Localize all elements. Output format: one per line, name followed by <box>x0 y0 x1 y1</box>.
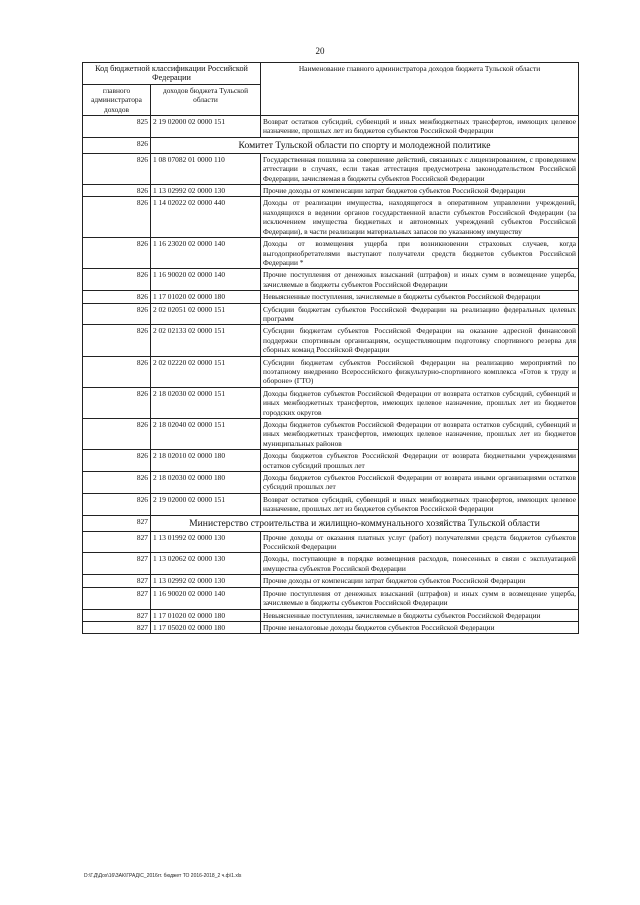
header-row <box>83 63 579 85</box>
table-row <box>83 197 579 238</box>
revenue-name-cell: Субсидии бюджетам субъектов Российской Федерации на реализацию мероприятий по поэтапному внедрению Всероссийского физкультурно-спортивного комплекса «Готов к труду и обороне» (ГТО) <box>261 356 579 387</box>
table-row <box>83 575 579 587</box>
revenue-name-cell: Прочие доходы от оказания платных услуг (работ) получателями средств бюджетов субъектов Российской Федерации <box>261 531 579 553</box>
revenue-code-cell: 1 16 23020 02 0000 140 <box>151 238 261 269</box>
admin-code-cell: 826 <box>83 387 151 418</box>
table-row <box>83 531 579 553</box>
header-admin-name: Наименование главного администратора доходов бюджета Тульской области <box>261 63 579 116</box>
revenue-code-cell: 1 17 01020 02 0000 180 <box>151 291 261 303</box>
table-row <box>83 609 579 621</box>
table-row <box>83 303 579 325</box>
revenue-name-cell: Доходы бюджетов субъектов Российской Федерации от возврата иными организациями остатков субсидий прошлых лет <box>261 472 579 494</box>
revenue-code-cell: 2 18 02040 02 0000 151 <box>151 419 261 450</box>
revenue-code-cell: 2 02 02220 02 0000 151 <box>151 356 261 387</box>
revenue-administrators-table <box>82 62 579 634</box>
admin-code-cell: 827 <box>83 531 151 553</box>
revenue-code-cell: 2 02 02051 02 0000 151 <box>151 303 261 325</box>
admin-code-cell: 825 <box>83 116 151 138</box>
revenue-name-cell: Прочие поступления от денежных взысканий (штрафов) и иных сумм в возмещение ущерба, зачисляемые в бюджеты субъектов Российской Федерации <box>261 587 579 609</box>
admin-code-cell: 826 <box>83 419 151 450</box>
revenue-code-cell: 2 18 02010 02 0000 180 <box>151 450 261 472</box>
revenue-name-cell: Прочие поступления от денежных взысканий (штрафов) и иных сумм в возмещение ущерба, зачисляемые в бюджеты субъектов Российской Федерации <box>261 269 579 291</box>
admin-code-cell: 826 <box>83 291 151 303</box>
table-row <box>83 472 579 494</box>
revenue-code-cell: 1 13 02992 02 0000 130 <box>151 185 261 197</box>
revenue-name-cell: Доходы бюджетов субъектов Российской Федерации от возврата остатков субсидий, субвенций и иных межбюджетных трансфертов, имеющих целевое назначение, прошлых лет из бюджетов городских округов <box>261 387 579 418</box>
revenue-name-cell: Доходы бюджетов субъектов Российской Федерации от возврата бюджетными учреждениями остатков субсидий прошлых лет <box>261 450 579 472</box>
revenue-code-cell: 2 18 02030 02 0000 151 <box>151 387 261 418</box>
revenue-code-cell: 1 13 02992 02 0000 130 <box>151 575 261 587</box>
table-row <box>83 450 579 472</box>
revenue-code-cell: 2 18 02030 02 0000 180 <box>151 472 261 494</box>
revenue-code-cell: 1 16 90020 02 0000 140 <box>151 269 261 291</box>
table-row <box>83 238 579 269</box>
revenue-name-cell: Прочие неналоговые доходы бюджетов субъектов Российской Федерации <box>261 621 579 633</box>
revenue-name-cell: Субсидии бюджетам субъектов Российской Федерации на реализацию федеральных целевых программ <box>261 303 579 325</box>
table-row <box>83 185 579 197</box>
committee-row <box>83 137 579 153</box>
revenue-code-cell: 2 19 02000 02 0000 151 <box>151 116 261 138</box>
revenue-name-cell: Возврат остатков субсидий, субвенций и иных межбюджетных трансфертов, имеющих целевое назначение, прошлых лет из бюджетов субъектов Российской Федерации <box>261 116 579 138</box>
revenue-code-cell: 1 16 90020 02 0000 140 <box>151 587 261 609</box>
administrator-title: Комитет Тульской области по спорту и молодежной политике <box>151 137 579 153</box>
revenue-name-cell: Прочие доходы от компенсации затрат бюджетов субъектов Российской Федерации <box>261 575 579 587</box>
admin-code-cell: 827 <box>83 621 151 633</box>
admin-code-cell: 826 <box>83 137 151 153</box>
admin-code-cell: 826 <box>83 493 151 515</box>
revenue-name-cell: Невыясненные поступления, зачисляемые в бюджеты субъектов Российской Федерации <box>261 609 579 621</box>
admin-code-cell: 826 <box>83 450 151 472</box>
header-revenue: доходов бюджета Тульской области <box>151 84 261 115</box>
admin-code-cell: 826 <box>83 303 151 325</box>
revenue-name-cell: Возврат остатков субсидий, субвенций и иных межбюджетных трансфертов, имеющих целевое назначение, прошлых лет из бюджетов субъектов Российской Федерации <box>261 493 579 515</box>
file-path-footer: D:\Г.Д\Дох\16\ЗАК\ГРАД\С_2016гг. бюджет ТО 2016-2018_2 ч.ф\1.xls <box>84 873 242 879</box>
admin-code-cell: 826 <box>83 356 151 387</box>
revenue-name-cell: Невыясненные поступления, зачисляемые в бюджеты субъектов Российской Федерации <box>261 291 579 303</box>
table-row <box>83 325 579 356</box>
table-row <box>83 116 579 138</box>
revenue-code-cell: 1 17 01020 02 0000 180 <box>151 609 261 621</box>
admin-code-cell: 827 <box>83 553 151 575</box>
revenue-code-cell: 2 19 02000 02 0000 151 <box>151 493 261 515</box>
admin-code-cell: 827 <box>83 515 151 531</box>
table-row <box>83 356 579 387</box>
table-row <box>83 153 579 184</box>
revenue-name-cell: Доходы бюджетов субъектов Российской Федерации от возврата остатков субсидий, субвенций и иных межбюджетных трансфертов, имеющих целевое назначение, прошлых лет из бюджетов муниципальных районов <box>261 419 579 450</box>
table-row <box>83 419 579 450</box>
admin-code-cell: 826 <box>83 185 151 197</box>
revenue-code-cell: 2 02 02133 02 0000 151 <box>151 325 261 356</box>
revenue-code-cell: 1 13 01992 02 0000 130 <box>151 531 261 553</box>
revenue-code-cell: 1 08 07082 01 0000 110 <box>151 153 261 184</box>
committee-row <box>83 515 579 531</box>
revenue-code-cell: 1 17 05020 02 0000 180 <box>151 621 261 633</box>
admin-code-cell: 827 <box>83 587 151 609</box>
admin-code-cell: 826 <box>83 472 151 494</box>
admin-code-cell: 826 <box>83 197 151 238</box>
table-row <box>83 291 579 303</box>
revenue-name-cell: Государственная пошлина за совершение действий, связанных с лицензированием, с проведением аттестации в случаях, если такая аттестация предусмотрена законодательством Российской Федерации, зачисляемая в бюджеты субъектов Российской Федерации <box>261 153 579 184</box>
revenue-name-cell: Доходы от возмещения ущерба при возникновении страховых случаев, когда выгодоприобретателями выступают получатели средств бюджетов субъектов Российской Федерации * <box>261 238 579 269</box>
revenue-code-cell: 1 14 02022 02 0000 440 <box>151 197 261 238</box>
admin-code-cell: 826 <box>83 325 151 356</box>
table-row <box>83 621 579 633</box>
header-chief-admin: главного администратора доходов <box>83 84 151 115</box>
admin-code-cell: 826 <box>83 238 151 269</box>
table-row <box>83 387 579 418</box>
revenue-code-cell: 1 13 02062 02 0000 130 <box>151 553 261 575</box>
revenue-name-cell: Доходы от реализации имущества, находящегося в оперативном управлении учреждений, находящихся в ведении органов государственной власти субъектов Российской Федерации (за исключением имущества бюджетных и автономных учреждений субъектов Российской Федерации), в части реализации материальных запасов по указанному имуществу <box>261 197 579 238</box>
admin-code-cell: 827 <box>83 575 151 587</box>
administrator-title: Министерство строительства и жилищно-коммунального хозяйства Тульской области <box>151 515 579 531</box>
table-row <box>83 269 579 291</box>
table-body <box>83 116 579 634</box>
revenue-name-cell: Прочие доходы от компенсации затрат бюджетов субъектов Российской Федерации <box>261 185 579 197</box>
table-row <box>83 493 579 515</box>
admin-code-cell: 826 <box>83 269 151 291</box>
revenue-name-cell: Доходы, поступающие в порядке возмещения расходов, понесенных в связи с эксплуатацией имущества субъектов Российской Федерации <box>261 553 579 575</box>
header-budget-code: Код бюджетной классификации Российской Федерации <box>83 63 261 85</box>
table-row <box>83 553 579 575</box>
revenue-name-cell: Субсидии бюджетам субъектов Российской Федерации на оказание адресной финансовой поддержки спортивным организациям, осуществляющим подготовку спортивного резерва для сборных команд Российской Федерации <box>261 325 579 356</box>
admin-code-cell: 827 <box>83 609 151 621</box>
page-number: 20 <box>315 46 325 56</box>
table-row <box>83 587 579 609</box>
admin-code-cell: 826 <box>83 153 151 184</box>
